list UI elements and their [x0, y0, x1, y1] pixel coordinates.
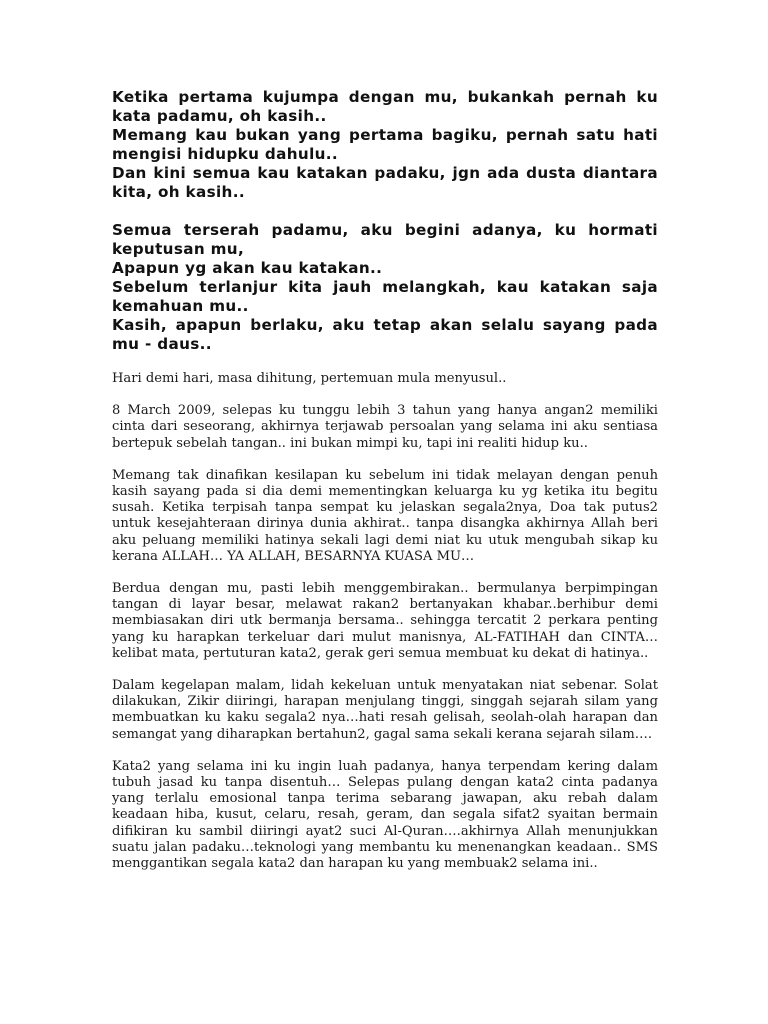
lyric-line: Sebelum terlanjur kita jauh melangkah, kau katakan saja kemahuan mu.. — [112, 278, 658, 315]
paragraph: Dalam kegelapan malam, lidah kekeluan untuk menyatakan niat sebenar. Solat dilakukan, Zikir diiringi, harapan menjulang tinggi, singgah sejarah silam yang membuatkan ku kaku segala2 nya…hati resah gelisah, seolah-olah harapan dan semangat yang diharapkan bertahun2, gagal sama sekali kerana sejarah silam…. — [112, 678, 658, 742]
story-text — [112, 371, 658, 872]
paragraph: 8 March 2009, selepas ku tunggu lebih 3 tahun yang hanya angan2 memiliki cinta dari seseorang, akhirnya terjawab persoalan yang selama ini aku sentiasa bertepuk sebelah tangan.. ini bukan mimpi ku, tapi ini realiti hidup ku.. — [112, 403, 658, 451]
lyrics-stanza-1 — [112, 88, 658, 202]
paragraph: Hari demi hari, masa dihitung, pertemuan mula menyusul.. — [112, 371, 507, 386]
paragraph: Berdua dengan mu, pasti lebih menggembirakan.. bermulanya berpimpingan tangan di layar besar, melawat rakan2 bertanyakan khabar..berhibur demi membiasakan diri utk bermanja bersama.. sehingga tercatit 2 perkara penting yang ku harapkan terkeluar dari mulut manisnya, AL-FATIHAH dan CINTA… kelibat mata, pertuturan kata2, gerak geri semua membuat ku dekat di hatinya.. — [112, 581, 658, 661]
lyric-line: Dan kini semua kau katakan padaku, jgn ada dusta diantara kita, oh kasih.. — [112, 164, 658, 201]
lyric-line: Ketika pertama kujumpa dengan mu, bukankah pernah ku kata padamu, oh kasih.. — [112, 88, 658, 125]
document-page — [112, 88, 658, 888]
lyrics-stanza-2 — [112, 221, 658, 354]
lyric-line: Apapun yg akan kau katakan.. — [112, 259, 383, 277]
lyric-line: Memang kau bukan yang pertama bagiku, pernah satu hati mengisi hidupku dahulu.. — [112, 126, 658, 163]
song-lyrics — [112, 88, 658, 354]
paragraph: Memang tak dinafikan kesilapan ku sebelum ini tidak melayan dengan penuh kasih sayang pada si dia demi mementingkan keluarga ku yg ketika itu begitu susah. Ketika terpisah tanpa sempat ku jelaskan segala2nya, Doa tak putus2 untuk kesejahteraan dirinya dunia akhirat.. tanpa disangka akhirnya Allah beri aku peluang memiliki hatinya sekali lagi demi niat ku utuk mengubah sikap ku kerana ALLAH… YA ALLAH, BESARNYA KUASA MU… — [112, 467, 658, 564]
paragraph: Kata2 yang selama ini ku ingin luah padanya, hanya terpendam kering dalam tubuh jasad ku tanpa disentuh… Selepas pulang dengan kata2 cinta padanya yang terlalu emosional tanpa terima sebarang jawapan, aku rebah dalam keadaan hiba, kusut, celaru, resah, geram, dan segala sifat2 syaitan bermain difikiran ku sambil diiringi ayat2 suci Al-Quran….akhirnya Allah menunjukkan suatu jalan padaku…teknologi yang membantu ku menenangkan keadaan.. SMS menggantikan segala kata2 dan harapan ku yang membuak2 selama ini.. — [112, 758, 658, 872]
lyric-line: Kasih, apapun berlaku, aku tetap akan selalu sayang pada mu - daus.. — [112, 316, 658, 353]
lyric-line: Semua terserah padamu, aku begini adanya, ku hormati keputusan mu, — [112, 221, 658, 258]
